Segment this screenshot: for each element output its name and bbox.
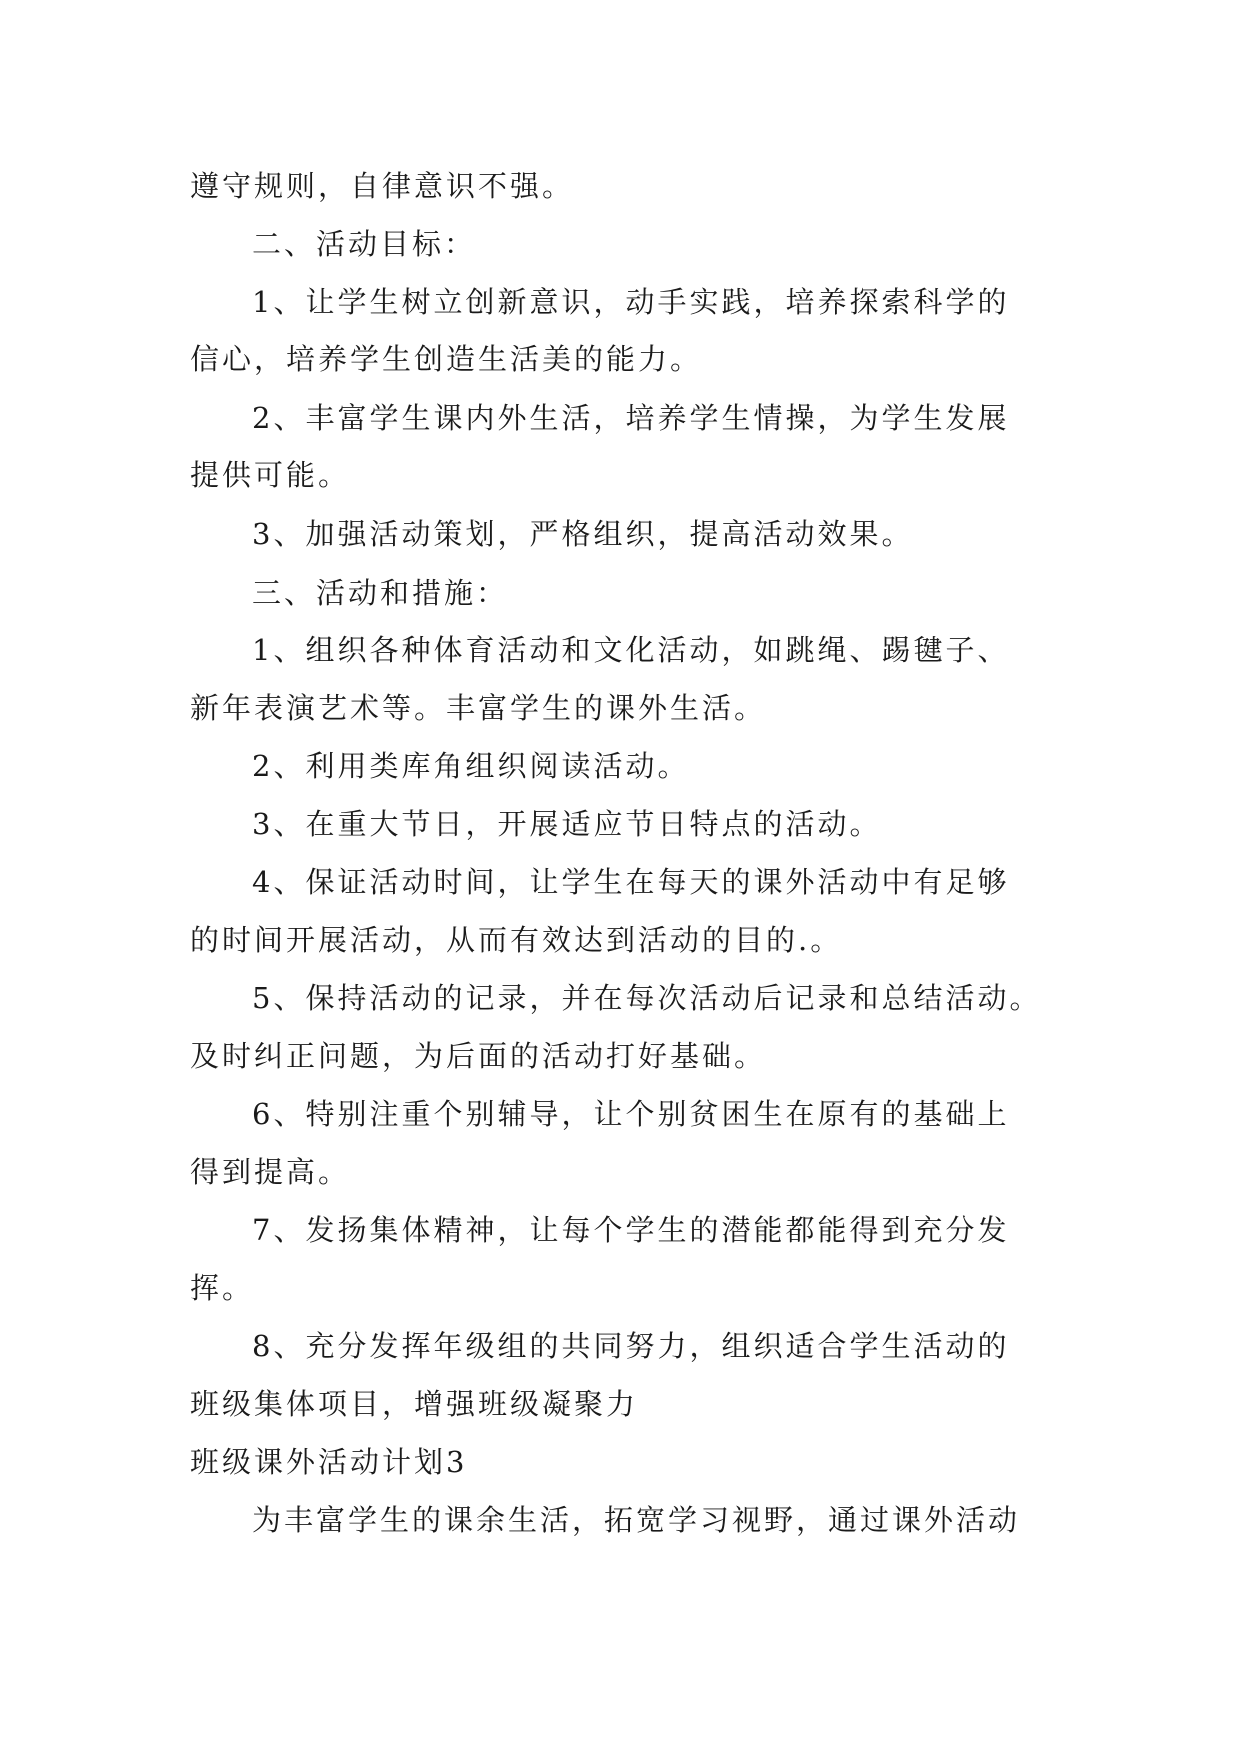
text-line: 2、丰富学生课内外生活，培养学生情操，为学生发展 [252,401,1010,435]
text-line: 3、加强活动策划，严格组织，提高活动效果。 [252,517,914,551]
text-line: 7、发扬集体精神，让每个学生的潜能都能得到充分发 [252,1213,1010,1247]
text-line: 新年表演艺术等。丰富学生的课外生活。 [190,691,767,725]
section-heading: 二、活动目标： [252,227,477,261]
text-line: 2、利用类库角组织阅读活动。 [252,749,690,783]
text-line: 提供可能。 [190,458,351,492]
text-line: 及时纠正问题，为后面的活动打好基础。 [190,1039,767,1073]
text-line: 5、保持活动的记录，并在每次活动后记录和总结活动。 [252,981,1042,1015]
section-heading: 三、活动和措施： [252,576,509,610]
text-line: 3、在重大节日，开展适应节日特点的活动。 [252,807,882,841]
text-line: 4、保证活动时间，让学生在每天的课外活动中有足够 [252,865,1010,899]
text-line: 6、特别注重个别辅导，让个别贫困生在原有的基础上 [252,1097,1010,1131]
text-line: 1、让学生树立创新意识，动手实践，培养探索科学的 [252,285,1010,319]
text-line: 8、充分发挥年级组的共同努力，组织适合学生活动的 [252,1329,1010,1363]
document-title: 班级课外活动计划3 [190,1445,468,1479]
text-line: 挥。 [190,1271,255,1305]
text-line: 遵守规则，自律意识不强。 [190,169,575,203]
text-line: 为丰富学生的课余生活，拓宽学习视野，通过课外活动 [252,1503,1021,1537]
text-line: 信心，培养学生创造生活美的能力。 [190,342,703,376]
text-line: 1、组织各种体育活动和文化活动，如跳绳、踢毽子、 [252,633,1010,667]
text-line: 的时间开展活动，从而有效达到活动的目的.。 [190,923,843,957]
text-line: 得到提高。 [190,1155,351,1189]
text-line: 班级集体项目，增强班级凝聚力 [190,1387,639,1421]
